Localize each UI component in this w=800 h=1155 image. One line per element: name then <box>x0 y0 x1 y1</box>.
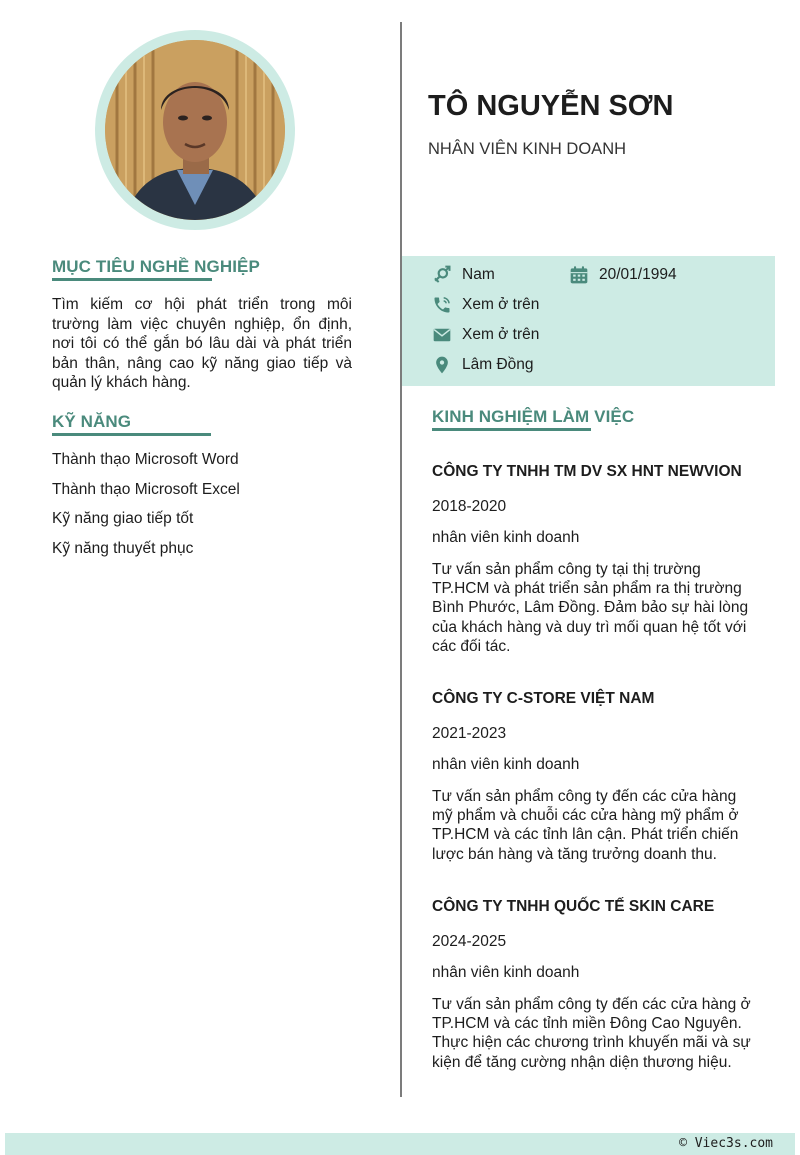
footer-bar <box>5 1133 795 1155</box>
email-value: Xem ở trên <box>462 326 540 343</box>
skill-item: Thành thạo Microsoft Excel <box>52 480 240 498</box>
skill-item: Kỹ năng thuyết phục <box>52 539 194 557</box>
objective-text: Tìm kiếm cơ hội phát triển trong môi trường làm việc chuyên nghiệp, ổn định, nơi tôi có thể gắn bó lâu dài và phát triển bản thân, nâng cao kỹ năng giao tiếp và quản lý khách hàng. <box>52 296 352 391</box>
phone-value: Xem ở trên <box>462 296 540 313</box>
avatar <box>105 40 285 220</box>
job-years: 2024-2025 <box>432 933 507 950</box>
job-position: nhân viên kinh doanh <box>432 756 580 773</box>
job-description: Tư vấn sản phẩm công ty tại thị trường TP.HCM và phát triển sản phẩm ra thị trường Bình Phước, Lâm Đồng. Đảm bảo sự hài lòng của khách hàng và duy trì mối quan hệ tốt với các đối tác. <box>432 561 749 655</box>
phone-row <box>432 295 539 315</box>
job-description: Tư vấn sản phẩm công ty đến các cửa hàng ở TP.HCM và các tỉnh miền Đông Cao Nguyên. Thực hiện các chương trình khuyến mãi và sự kiện để tăng cường nhận diện thương hiệu. <box>432 996 751 1071</box>
objective-heading: MỤC TIÊU NGHỀ NGHIỆP <box>52 257 260 276</box>
email-icon <box>432 325 452 345</box>
avatar-photo <box>105 40 285 220</box>
candidate-title: NHÂN VIÊN KINH DOANH <box>428 140 627 158</box>
gender-row <box>432 265 495 285</box>
gender-icon <box>432 265 452 285</box>
job-company: CÔNG TY TNHH TM DV SX HNT NEWVION <box>432 463 742 480</box>
job-entry <box>432 898 757 1071</box>
column-divider <box>400 22 402 1097</box>
job-years: 2018-2020 <box>432 498 507 515</box>
footer-copyright: © Viec3s.com <box>679 1136 773 1151</box>
job-description: Tư vấn sản phẩm công ty đến các cửa hàng mỹ phẩm và chuỗi các cửa hàng mỹ phẩm ở TP.HCM và các tỉnh lân cận. Phát triển chiến lược bán hàng và tăng trưởng doanh thu. <box>432 788 739 863</box>
job-entry <box>432 690 757 863</box>
birthdate-row <box>569 265 677 285</box>
skill-item: Thành thạo Microsoft Word <box>52 451 239 468</box>
job-company: CÔNG TY C-STORE VIỆT NAM <box>432 690 655 707</box>
contact-box <box>402 256 775 386</box>
job-years: 2021-2023 <box>432 725 507 742</box>
email-row <box>432 325 539 345</box>
calendar-icon <box>569 265 589 285</box>
birthdate-value: 20/01/1994 <box>599 266 677 283</box>
objective-heading-underline <box>52 278 212 281</box>
job-company: CÔNG TY TNHH QUỐC TẾ SKIN CARE <box>432 898 715 915</box>
candidate-name: TÔ NGUYỄN SƠN <box>428 90 674 122</box>
job-position: nhân viên kinh doanh <box>432 964 580 981</box>
skill-item: Kỹ năng giao tiếp tốt <box>52 510 194 527</box>
experience-heading-underline <box>432 428 591 431</box>
address-row <box>432 355 534 375</box>
location-icon <box>432 355 452 375</box>
address-value: Lâm Đồng <box>462 356 534 373</box>
skills-heading: KỸ NĂNG <box>52 412 132 431</box>
skills-heading-underline <box>52 433 211 436</box>
gender-value: Nam <box>462 266 495 283</box>
skills-list <box>52 450 240 568</box>
job-entry <box>432 463 757 655</box>
job-position: nhân viên kinh doanh <box>432 529 580 546</box>
phone-icon <box>432 295 452 315</box>
experience-heading: KINH NGHIỆM LÀM VIỆC <box>432 407 635 426</box>
